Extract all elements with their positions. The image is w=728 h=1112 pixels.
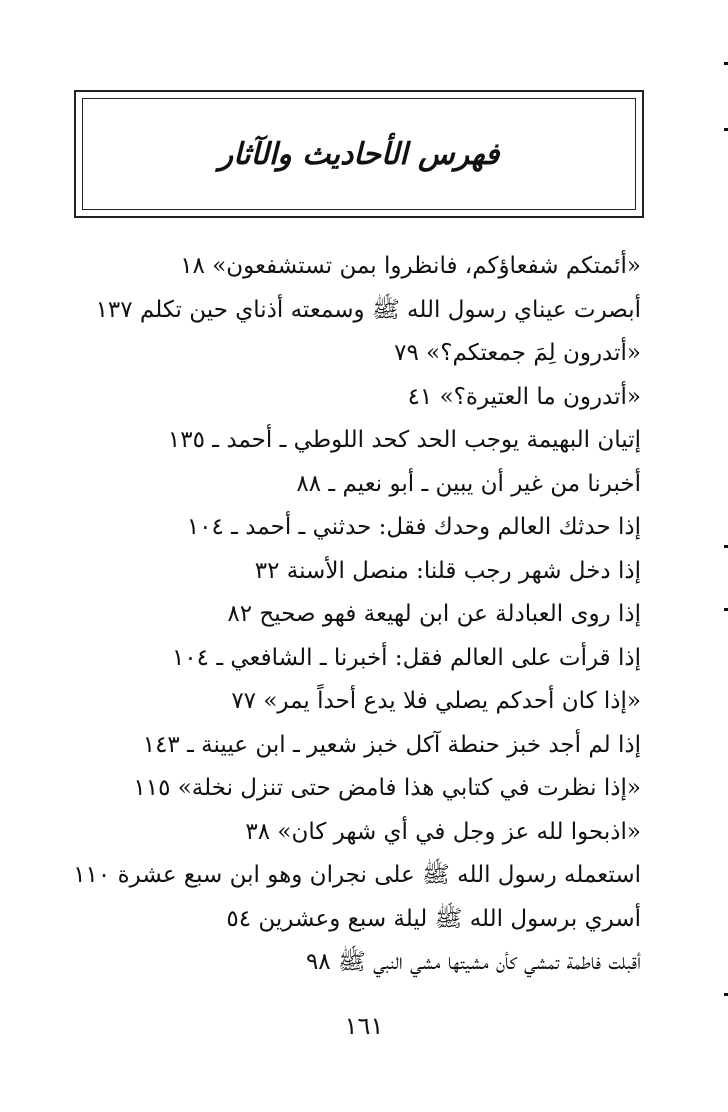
page-number: ١٦١ bbox=[344, 1012, 384, 1040]
index-entry: أسري برسول الله ﷺ ليلة سبع وعشرين ٥٤ bbox=[226, 905, 641, 932]
index-entry: «إذا نظرت في كتابي هذا فامض حتى تنزل نخلة» ١١٥ bbox=[133, 775, 641, 801]
title-frame bbox=[74, 90, 644, 218]
index-entry: إتيان البهيمة يوجب الحد كحد اللوطي ـ أحمد ـ ١٣٥ bbox=[167, 427, 641, 453]
scan-edge-mark bbox=[724, 545, 728, 548]
index-entry: أقبلت فاطمة تمشي كأن مشيتها مشي النبي ﷺ ٩٨ bbox=[305, 949, 641, 975]
index-entry: إذا لم أجد خبز حنطة آكل خبز شعير ـ ابن عيينة ـ ١٤٣ bbox=[142, 731, 641, 758]
index-entry: أخبرنا من غير أن يبين ـ أبو نعيم ـ ٨٨ bbox=[296, 470, 641, 497]
scan-edge-mark bbox=[724, 62, 728, 65]
index-entry: «اذبحوا لله عز وجل في أي شهر كان» ٣٨ bbox=[245, 818, 641, 845]
hadith-index-list bbox=[73, 245, 641, 985]
scan-edge-mark bbox=[724, 128, 728, 131]
index-entry: «أتدرون لِمَ جمعتكم؟» ٧٩ bbox=[394, 340, 641, 366]
index-entry: إذا روى العبادلة عن ابن لهيعة فهو صحيح ٨٢ bbox=[227, 601, 641, 627]
index-entry: «إذا كان أحدكم يصلي فلا يدع أحداً يمر» ٧٧ bbox=[231, 688, 641, 714]
index-entry: أبصرت عيناي رسول الله ﷺ وسمعته أذناي حين تكلم ١٣٧ bbox=[95, 296, 641, 323]
title-frame-inner bbox=[82, 98, 636, 210]
index-entry: استعمله رسول الله ﷺ على نجران وهو ابن سبع عشرة ١١٠ bbox=[73, 862, 641, 888]
index-entry: إذا دخل شهر رجب قلنا: منصل الأسنة ٣٢ bbox=[254, 557, 641, 584]
index-entry: «أئمتكم شفعاؤكم، فانظروا بمن تستشفعون» ١٨ bbox=[180, 253, 641, 279]
scan-edge-mark bbox=[724, 608, 728, 611]
index-entry: «أتدرون ما العتيرة؟» ٤١ bbox=[407, 383, 641, 410]
index-entry: إذا حدثك العالم وحدك فقل: حدثني ـ أحمد ـ ١٠٤ bbox=[186, 514, 641, 540]
index-entry: إذا قرأت على العالم فقل: أخبرنا ـ الشافعي ـ ١٠٤ bbox=[171, 644, 641, 671]
page-title: فهرس الأحاديث والآثار bbox=[218, 136, 500, 172]
scan-edge-mark bbox=[724, 993, 728, 996]
